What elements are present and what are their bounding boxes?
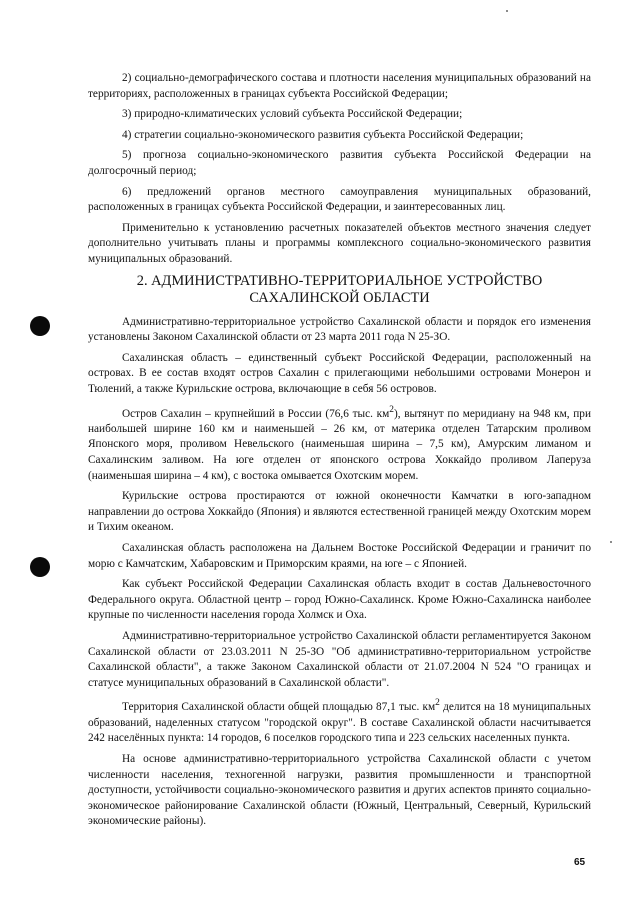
list-item-2: 2) социально-демографического состава и плотности населения муниципальных образований на территориях, расположенных в границах субъекта Российской Федерации; [88, 72, 591, 100]
paragraph-sakhalin [88, 403, 591, 485]
section-title: 2. АДМИНИСТРАТИВНО-ТЕРРИТОРИАЛЬНОЕ УСТРОЙСТВО САХАЛИНСКОЙ ОБЛАСТИ [136, 272, 543, 306]
document-body [88, 71, 591, 835]
paragraph: Сахалинская область расположена на Дальнем Востоке Российской Федерации и граничит по морю с Камчатским, Хабаровским и Приморским краями, на юге – с Японией. [88, 542, 591, 570]
punch-hole [30, 557, 50, 577]
punch-hole [30, 316, 50, 336]
text-fragment: делится на 18 муниципальных образований, наделенных статусом "городской округ". В составе Сахалинской области насчитывается 242 населённых пункта: 14 городов, 6 поселков городского типа и 223 сельских населенных пункта. [88, 701, 591, 745]
paragraph: Административно-территориальное устройство Сахалинской области регламентируется Законом Сахалинской области от 23.03.2011 N 25-ЗО "Об административно-территориальном устройстве Сахалинской области", а также Законом Сахалинской области от 21.07.2004 N 524 "О границах и статусе муниципальных образований в Сахалинской области". [88, 629, 591, 689]
superscript: 2 [389, 404, 394, 415]
list-item-3: 3) природно-климатических условий субъекта Российской Федерации; [122, 108, 463, 121]
paragraph: Применительно к установлению расчетных показателей объектов местного значения следует дополнительно учитывать планы и программы комплексного социально-экономического развития муниципальных образований. [88, 221, 591, 265]
list-item-6: 6) предложений органов местного самоуправления муниципальных образований, расположенных в границах субъекта Российской Федерации, и заинтересованных лиц. [88, 185, 591, 214]
paragraph: Курильские острова простираются от южной оконечности Камчатки в юго-западном направлении до острова Хоккайдо (Япония) и являются естественной границей между Охотским морем и Тихим океаном. [88, 490, 591, 534]
paragraph-territory [88, 696, 591, 747]
scan-speck [506, 10, 508, 12]
page-number: 65 [574, 857, 586, 868]
paragraph: Административно-территориальное устройство Сахалинской области и порядок его изменения установлены Законом Сахалинской области от 23 марта 2011 года N 25-ЗО. [88, 315, 591, 344]
text-fragment: Остров Сахалин – крупнейший в России (76,6 тыс. км [122, 407, 390, 420]
paragraph: Как субъект Российской Федерации Сахалинская область входит в состав Дальневосточного Федерального округа. Областной центр – город Южно-Сахалинск. Кроме Южно-Сахалинска наиболее крупные по численности населения города Холмск и Оха. [88, 578, 591, 622]
list-item-4: 4) стратегии социально-экономического развития субъекта Российской Федерации; [122, 128, 524, 141]
scan-speck [610, 541, 612, 543]
paragraph: На основе административно-территориального устройства Сахалинской области с учетом численности населения, техногенной нагрузки, развития промышленности и транспортной доступности, устойчивости социально-экономического развития и других аспектов принято социально-экономическое районирование Сахалинской области (Южный, Центральный, Северный, Курильский экономические районы). [88, 752, 591, 828]
text-fragment: Территория Сахалинской области общей площадью 87,1 тыс. км [122, 701, 436, 714]
superscript: 2 [435, 698, 440, 709]
paragraph: Сахалинская область – единственный субъект Российской Федерации, расположенный на островах. В ее состав входят остров Сахалин с прилегающими небольшими островами Монерон и Тюлений, а также Курильские острова, включающие в себя 56 островов. [88, 351, 591, 395]
list-item-5: 5) прогноза социально-экономического развития субъекта Российской Федерации на долгосрочный период; [88, 149, 591, 177]
text-fragment: ), вытянут по меридиану на 948 км, при наибольшей ширине 160 км и наименьшей – 26 км, от материка отделен Татарским проливом Японского моря, проливом Невельского (наименьшая ширина – 7,5 км), Амурским лиманом и Сахалинским заливом. На юге отделен от японского острова Хоккайдо проливом Лаперуза (наименьшая ширина – 4 км), с востока омывается Охотским морем. [88, 407, 591, 482]
